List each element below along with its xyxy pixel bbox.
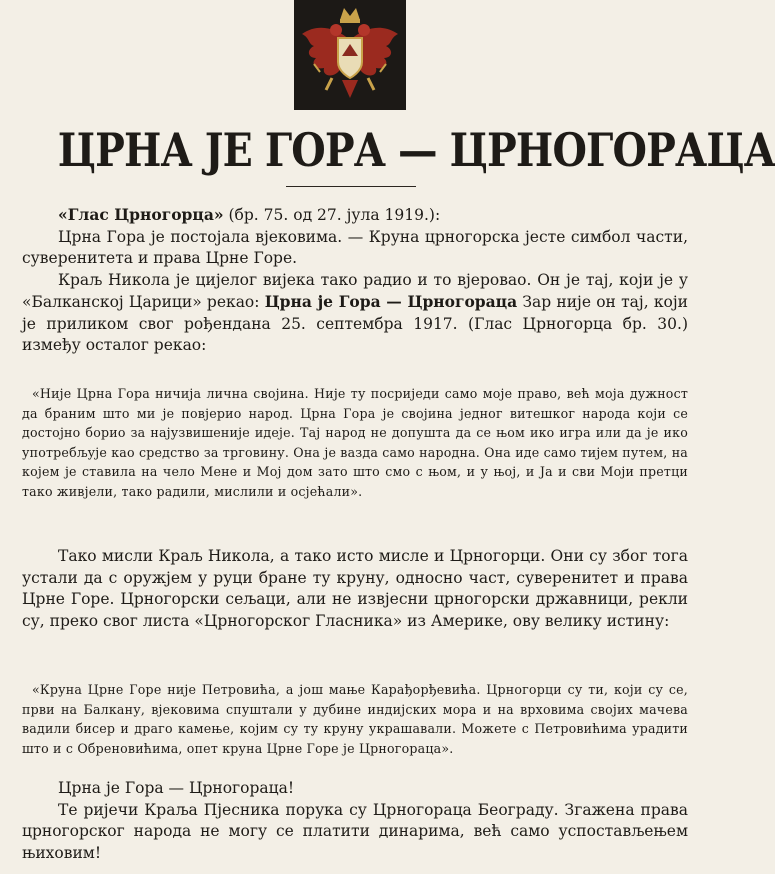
paragraph-2 [22, 270, 688, 357]
paragraph-3: Тако мисли Краљ Никола, а тако исто мисле и Црногорци. Они су због тога устали да с оружјем у руци бране ту круну, односно част, суверенитет и права Црне Горе. Црногорски сељаци, али не извјесни црногорски државници, рекли су, преко свог листа «Црногорског Гласника» из Америке, ову велику истину: [22, 547, 688, 630]
paragraph-5: Те ријечи Краља Пјесника порука су Црногораца Београду. Згажена права црногорског народа не могу се платити динарима, већ само успостављењем њиховим! [22, 800, 688, 862]
quote-1: «Није Црна Гора ничија лична својина. Није ту посриједи само моје право, већ моја дужност да браним што ми је повјерио народ. Црна Гора је својина једног витешког народа који се достојно борио за најузвишеније идеје. Тај народ не допушта да се њом ико игра или да је ико употребљује као средство за трговину. Она је вазда само народна. Она иде само тијем путем, на којем је ставила на чело Мене и Мој дом зато што смо с њом, и у њој, и Ја и сви Моји претци тако живјели, тако радили, мислили и осјећали». [22, 386, 689, 499]
paragraph-2-part-a: Краљ Никола је цијелог вијека тако радио и то вјеровао. Он је тај, који је у «Балканској Царици» рекао: [22, 270, 688, 311]
paragraph-2-emphasis: Црна је Гора — Црногораца [264, 292, 518, 311]
article-body [22, 204, 688, 357]
paragraph-1: Црна Гора је постојала вјековима. — Круна црногорска јесте симбол части, суверенитета и права Црне Горе. [22, 227, 688, 267]
article-body-2 [22, 546, 688, 632]
article-body-3 [22, 778, 688, 864]
source-paper: «Глас Црногорца» [58, 205, 224, 224]
coat-of-arms-icon [294, 0, 406, 110]
paragraph-2-part-c: Зар није он тај, који је приликом свог рођендана 25. септембра 1917. (Глас Црногорца бр. 30.) између осталог рекао: [22, 293, 688, 354]
headline: ЦРНА ЈЕ ГОРА — ЦРНОГОРАЦА [57, 123, 775, 177]
quote-block-2 [22, 680, 688, 758]
title-rule [286, 186, 416, 187]
paragraph-4: Црна је Гора — Црногораца! [58, 779, 295, 797]
source-details: (бр. 75. од 27. јула 1919.): [228, 206, 441, 224]
quote-block-1 [22, 384, 688, 502]
quote-2: «Круна Црне Горе није Петровића, а још мање Карађорђевића. Црногорци су ти, који су се, први на Балкану, вјековима спуштали у дубине индијских мора и на врховима својих мачева вадили бисер и драго камење, којим су ту круну украшавали. Можете с Петровићима урадити што и с Обреновићима, опет круна Црне Горе је Црногораца». [22, 682, 688, 756]
source-line [22, 204, 688, 227]
